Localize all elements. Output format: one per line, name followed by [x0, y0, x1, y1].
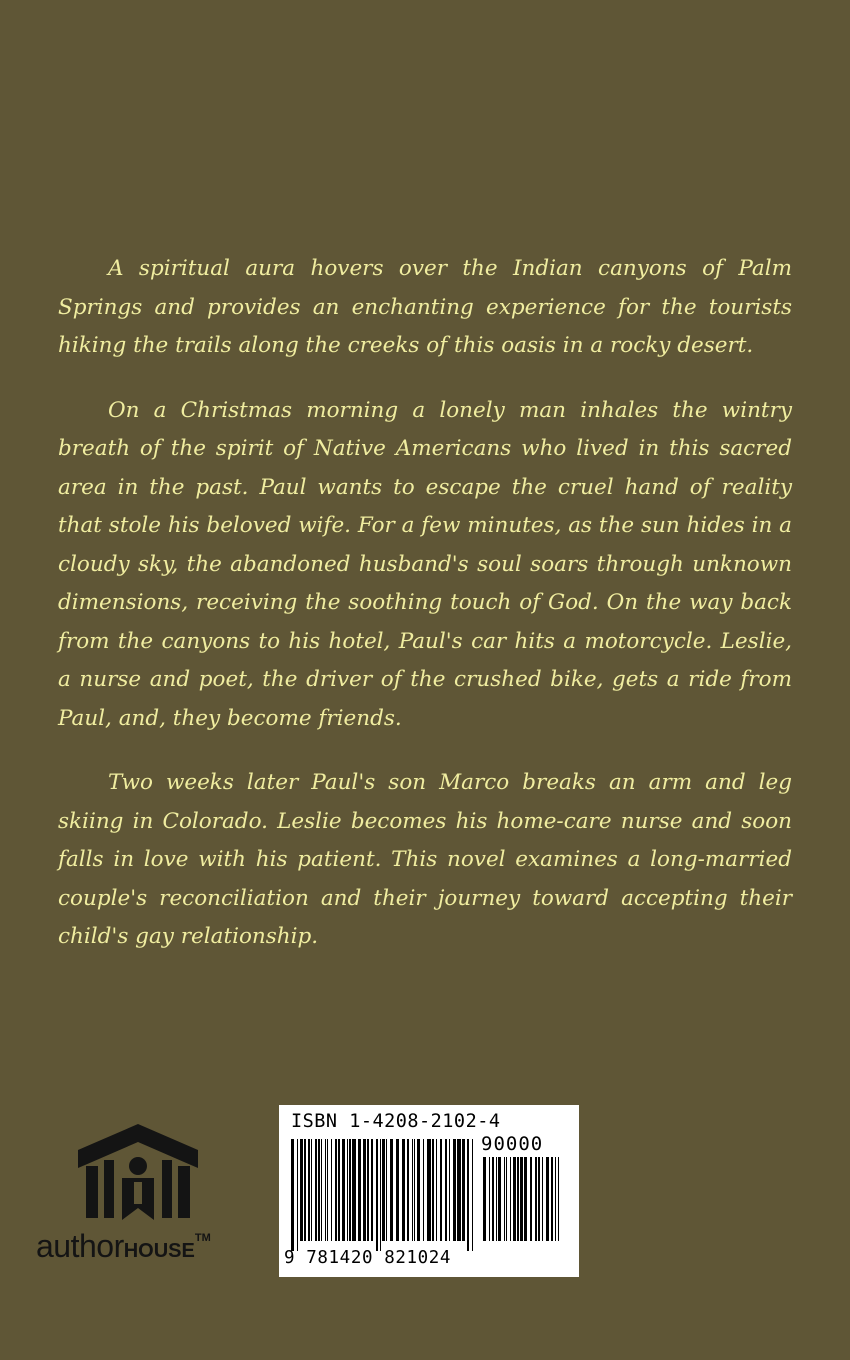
barcode-bar: [371, 1139, 373, 1241]
barcode-bar: [349, 1139, 351, 1241]
barcode-bar: [363, 1139, 366, 1241]
barcode-bar: [542, 1157, 543, 1241]
barcode-bar: [331, 1139, 332, 1241]
barcode-bar: [535, 1157, 537, 1241]
barcode-bar: [291, 1139, 294, 1251]
barcode-bar: [342, 1139, 345, 1241]
barcode-bar: [407, 1139, 409, 1241]
blurb-paragraph-2: On a Christmas morning a lonely man inhales the wintry breath of the spirit of Native Americans who lived in this sacred area in the past. Paul wants to escape the cruel hand of reality that stole his beloved wife. For a few minutes, as the sun hides in a cloudy sky, the abandoned husband's soul soars through unknown dimensions, receiving the soothing touch of God. On the way back from the canyons to his hotel, Paul's car hits a motorcycle. Leslie, a nurse and poet, the driver of the crushed bike, gets a ride from Paul, and, they become friends.: [58, 397, 792, 731]
barcode-bar: [390, 1139, 393, 1241]
barcode-bar: [546, 1157, 549, 1241]
barcode-bar: [414, 1139, 415, 1241]
barcode-bar: [347, 1139, 348, 1241]
barcode-bar: [510, 1157, 511, 1241]
publisher-name: authorHOUSE™: [36, 1228, 211, 1264]
barcode-bar: [308, 1139, 310, 1241]
barcode-bar: [304, 1139, 306, 1241]
barcode-bar: [489, 1157, 490, 1241]
barcode-bar: [524, 1157, 527, 1241]
barcode-bar: [467, 1139, 469, 1251]
ean-barcode-bars: [291, 1139, 479, 1251]
blurb-paragraph-1: A spiritual aura hovers over the Indian canyons of Palm Springs and provides an enchanting experience for the tourists hiking the trails along the creeks of this oasis in a rocky desert.: [58, 256, 792, 358]
barcode-bar: [492, 1157, 494, 1241]
barcode-bar: [457, 1139, 461, 1241]
barcode-bar: [436, 1139, 437, 1241]
barcode-bar: [367, 1139, 369, 1241]
barcode-bar: [380, 1139, 381, 1251]
barcode-bar: [327, 1139, 328, 1241]
barcode-bar: [551, 1157, 553, 1241]
barcode-bar: [386, 1139, 387, 1241]
barcode-bar: [513, 1157, 516, 1241]
isbn-label: ISBN 1-4208-2102-4: [291, 1111, 501, 1132]
price-code: 90000: [481, 1133, 544, 1155]
barcode-bar: [440, 1139, 442, 1241]
barcode-bar: [325, 1139, 326, 1241]
back-cover-blurb: [58, 250, 792, 983]
barcode-bar: [445, 1139, 447, 1241]
isbn-barcode: [279, 1105, 579, 1277]
barcode-bar: [558, 1157, 559, 1241]
publisher-logo: [36, 1120, 246, 1270]
barcode-bar: [338, 1139, 340, 1241]
barcode-bar: [462, 1139, 465, 1241]
barcode-bar: [315, 1139, 317, 1241]
barcode-bar: [318, 1139, 320, 1241]
house-book-icon: [74, 1120, 202, 1224]
barcode-bar: [517, 1157, 519, 1241]
barcode-bar: [504, 1157, 505, 1241]
barcode-bar: [402, 1139, 405, 1241]
barcode-bar: [483, 1157, 486, 1241]
barcode-bar: [449, 1139, 450, 1241]
barcode-bar: [520, 1157, 523, 1241]
barcode-bar: [412, 1139, 413, 1241]
barcode-bar: [382, 1139, 385, 1241]
barcode-bar: [472, 1139, 473, 1251]
barcode-bar: [300, 1139, 303, 1241]
barcode-bar: [432, 1139, 434, 1241]
barcode-bar: [427, 1139, 431, 1241]
barcode-bar: [506, 1157, 507, 1241]
barcode-bar: [555, 1157, 556, 1241]
ean-digits: 9 781420 821024: [284, 1248, 452, 1268]
barcode-bar: [423, 1139, 424, 1241]
barcode-bar: [376, 1139, 378, 1251]
barcode-bar: [358, 1139, 361, 1241]
barcode-bar: [321, 1139, 322, 1241]
barcode-bar: [453, 1139, 456, 1241]
price-barcode-bars: [483, 1157, 567, 1251]
barcode-bar: [396, 1139, 399, 1241]
barcode-bar: [311, 1139, 312, 1241]
barcode-bar: [530, 1157, 532, 1241]
barcode-bar: [496, 1157, 497, 1241]
barcode-bar: [498, 1157, 501, 1241]
barcode-bar: [352, 1139, 356, 1241]
barcode-bar: [538, 1157, 540, 1241]
blurb-paragraph-3: Two weeks later Paul's son Marco breaks an arm and leg skiing in Colorado. Leslie becomes his home-care nurse and soon falls in love with his patient. This novel examines a long-married couple's reconciliation and their journey toward accepting their child's gay relationship.: [58, 770, 792, 949]
barcode-bar: [335, 1139, 337, 1241]
barcode-bar: [417, 1139, 420, 1241]
barcode-bar: [297, 1139, 298, 1251]
